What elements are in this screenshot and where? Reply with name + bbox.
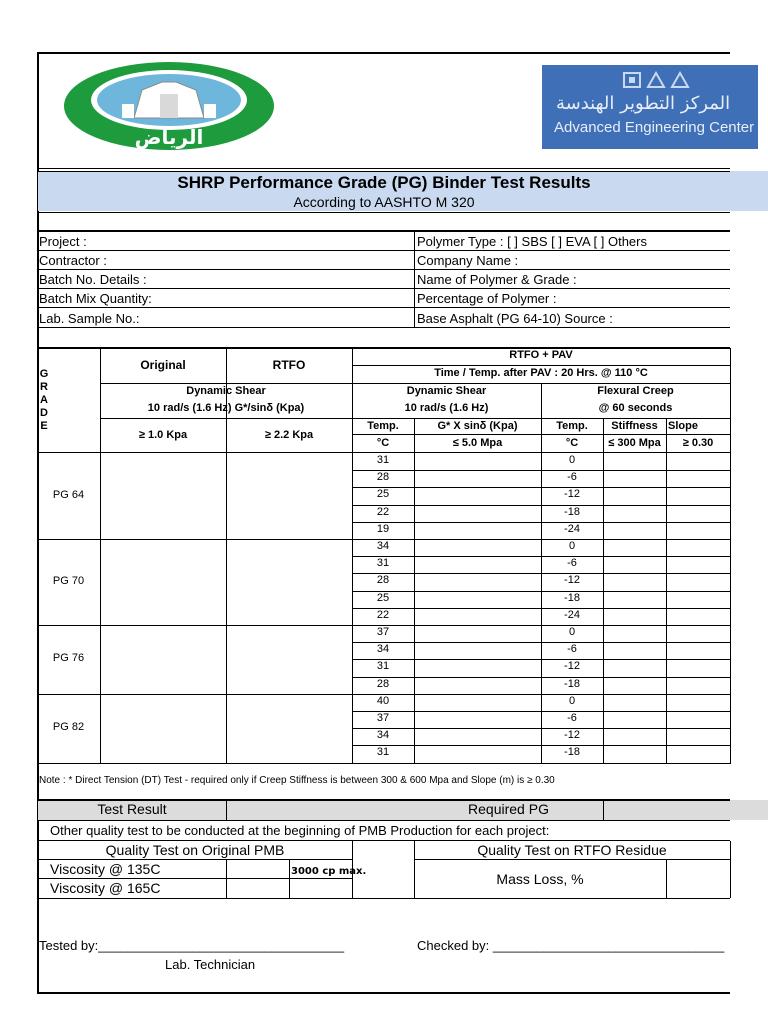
original-header: Original [140, 358, 186, 372]
creep-temp-cell: -18 [564, 677, 580, 690]
batch-mix-label: Batch Mix Quantity: [39, 291, 152, 306]
pav-temp-cell: 28 [376, 574, 390, 587]
creep-temp-cell: -18 [564, 746, 580, 759]
temp-unit: °C [376, 437, 390, 449]
flex-creep-header: Flexural Creep [597, 385, 674, 397]
pav-temp-cell: 25 [376, 591, 390, 604]
dyn-shear-orig-header: Dynamic Shear [186, 385, 266, 397]
polymer-type-label: Polymer Type : [ ] SBS [ ] EVA [ ] Others [417, 234, 647, 249]
creep-temp-cell: 0 [568, 626, 576, 638]
company-name-label: Company Name : [417, 253, 519, 268]
creep-temp-cell: -24 [564, 522, 580, 535]
tested-by: Tested by:__________________________________ [39, 938, 345, 953]
aec-logo-mark-icon [622, 71, 700, 89]
pav-conditions: Time / Temp. after PAV : 20 Hrs. @ 110 °C [434, 367, 648, 379]
pav-temp-cell: 22 [376, 608, 390, 621]
base-asphalt-label: Base Asphalt (PG 64-10) Source : [417, 311, 613, 326]
creep-temp-unit: °C [565, 437, 579, 449]
mass-loss-label: Mass Loss, % [496, 871, 584, 887]
grade-divider [37, 763, 730, 764]
pav-temp-cell: 40 [376, 694, 390, 707]
pav-temp-cell: 37 [376, 712, 390, 724]
page-subtitle: According to AASHTO M 320 [293, 194, 475, 210]
checked-by: Checked by: ________________________________ [417, 938, 725, 953]
creep-temp-cell: -6 [567, 643, 577, 656]
creep-temp-cell: -6 [567, 471, 577, 484]
dyn-shear-pav-header: Dynamic Shear [406, 385, 487, 397]
svg-text:الرياض: الرياض [134, 125, 204, 149]
pav-temp-cell: 31 [376, 557, 390, 570]
aec-english-name: Advanced Engineering Center [554, 119, 755, 136]
grade-name: PG 76 [52, 652, 85, 665]
creep-temp-cell: -18 [564, 505, 580, 518]
pav-temp-cell: 34 [376, 643, 390, 656]
gsin-header: G* X sinδ (Kpa) [437, 420, 518, 432]
aec-logo [542, 65, 758, 149]
viscosity-limit: 3000 cp max. [291, 866, 367, 877]
creep-temp-cell: -12 [564, 729, 580, 742]
pav-temp-cell: 34 [376, 729, 390, 742]
riyadh-logo [62, 60, 276, 152]
frame-top [37, 52, 730, 54]
frame-bottom [37, 992, 730, 994]
grade-name: PG 70 [52, 575, 85, 587]
creep-temp-cell: 0 [568, 540, 576, 552]
pav-temp-cell: 28 [376, 471, 390, 484]
stiffness-header: Stiffness [611, 420, 658, 432]
slope-header: Slope [668, 420, 698, 432]
batch-no-label: Batch No. Details : [39, 272, 147, 287]
creep-temp-cell: -6 [567, 712, 577, 724]
viscosity-165-label: Viscosity @ 165C [50, 880, 161, 896]
quality-intro: Other quality test to be conducted at the beginning of PMB Production for each project: [50, 823, 550, 838]
creep-temp-cell: -12 [564, 488, 580, 501]
original-pmb-title: Quality Test on Original PMB [105, 842, 285, 858]
creep-temp-cell: -12 [564, 660, 580, 673]
pav-temp-cell: 37 [376, 626, 390, 638]
creep-temp-cell: -12 [564, 574, 580, 587]
pav-temp-cell: 31 [376, 660, 390, 673]
slope-criterion: ≥ 0.30 [682, 437, 714, 449]
aec-arabic-name: المركز التطوير الهندسة [556, 93, 731, 114]
pav-temp-cell: 28 [376, 677, 390, 690]
pav-temp-cell: 22 [376, 505, 390, 518]
page-title: SHRP Performance Grade (PG) Binder Test Results [177, 173, 591, 192]
footnote: Note : * Direct Tension (DT) Test - required only if Creep Stiffness is between 300 & 600 Mpa and Slope (m) is ≥ 0.30 [39, 775, 555, 786]
flex-creep-sub: @ 60 seconds [598, 402, 673, 414]
creep-temp-cell: -6 [567, 557, 577, 570]
pav-temp-cell: 31 [376, 454, 390, 466]
grade-vertical-label: G R A D E [39, 368, 49, 432]
creep-temp-cell: 0 [568, 694, 576, 707]
viscosity-135-label: Viscosity @ 135C [50, 861, 161, 877]
rtfo-header: RTFO [272, 358, 306, 372]
rtfo-pav-header: RTFO + PAV [509, 349, 573, 361]
test-result-label: Test Result [97, 801, 167, 817]
contractor-label: Contractor : [39, 253, 107, 268]
stiffness-criterion: ≤ 300 Mpa [608, 437, 661, 449]
creep-temp-header: Temp. [556, 420, 588, 432]
gsin-criterion: ≤ 5.0 Mpa [452, 437, 503, 449]
polymer-grade-label: Name of Polymer & Grade : [417, 272, 577, 287]
rtfo-criterion: ≥ 2.2 Kpa [264, 429, 314, 441]
pav-temp-cell: 19 [376, 522, 390, 535]
creep-temp-cell: 0 [568, 454, 576, 466]
creep-temp-cell: -18 [564, 591, 580, 604]
dyn-shear-pav-sub: 10 rad/s (1.6 Hz) [404, 402, 489, 414]
lab-technician: Lab. Technician [165, 957, 256, 972]
creep-temp-cell: -24 [564, 608, 580, 621]
pav-temp-cell: 31 [376, 746, 390, 759]
pav-temp-cell: 34 [376, 540, 390, 552]
lab-sample-label: Lab. Sample No.: [39, 311, 140, 326]
temp-header: Temp. [367, 420, 399, 432]
polymer-percentage-label: Percentage of Polymer : [417, 291, 557, 306]
pav-temp-cell: 25 [376, 488, 390, 501]
grade-name: PG 64 [52, 489, 85, 501]
dyn-shear-orig-sub: 10 rad/s (1.6 Hz) G*/sinδ (Kpa) [147, 402, 305, 414]
rtfo-residue-title: Quality Test on RTFO Residue [477, 842, 667, 858]
grade-name: PG 82 [52, 721, 85, 734]
project-label: Project : [39, 234, 87, 249]
original-criterion: ≥ 1.0 Kpa [138, 429, 188, 441]
required-pg-label: Required PG [468, 801, 549, 817]
